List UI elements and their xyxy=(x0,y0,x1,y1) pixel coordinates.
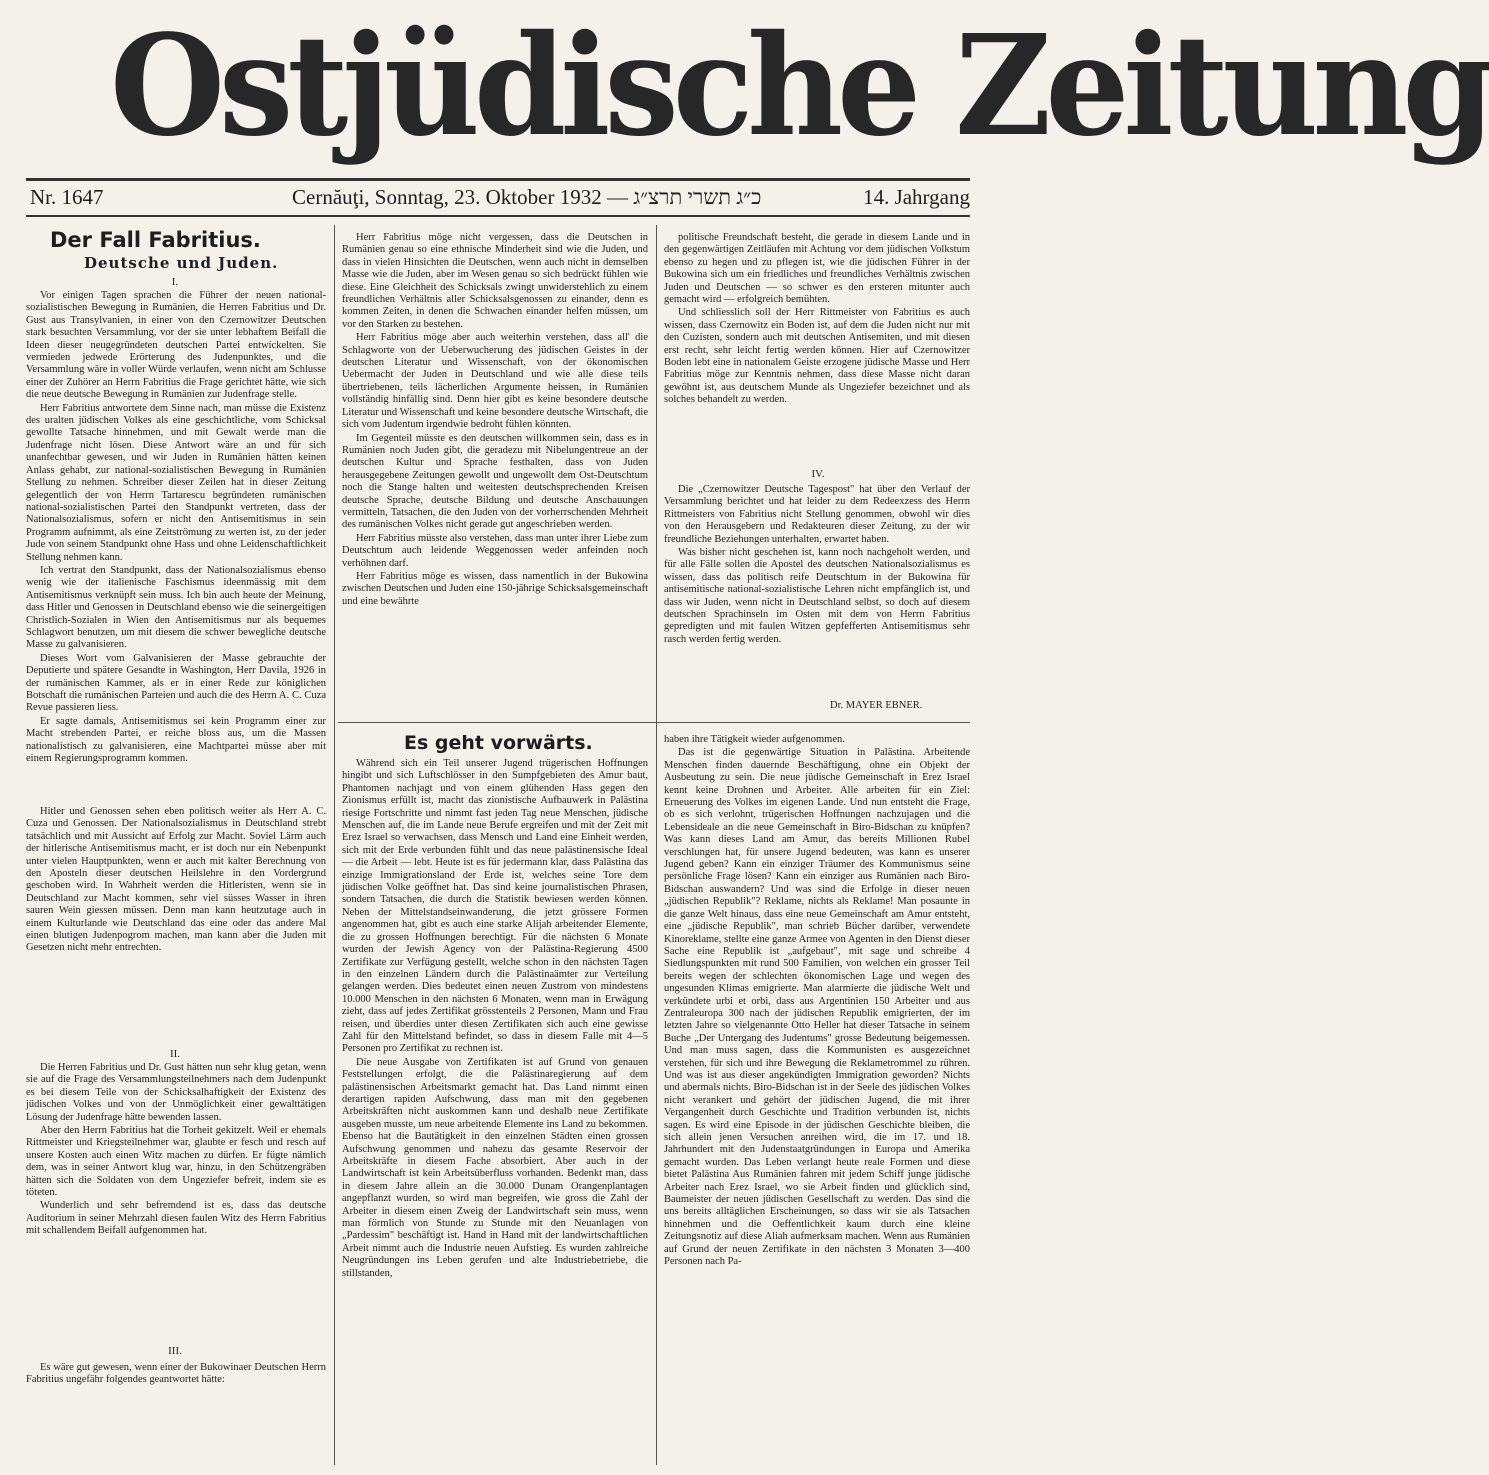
paragraph: haben ihre Tätigkeit wieder aufgenommen. xyxy=(664,734,845,745)
newspaper-title: Ostjüdische Zeitung xyxy=(110,4,1489,168)
paragraph: Es wäre gut gewesen, wenn einer der Bukowinaer Deutschen Herrn Fabritius ungefähr folgendes geantwortet hätte: xyxy=(26,1362,326,1386)
article1-column1-middle xyxy=(26,806,326,1046)
paragraph: Das ist die gegenwärtige Situation in Palästina. Arbeitende Menschen finden dauernde Beschäftigung, ohne ein Objekt der Ausbeutung zu sein. Die neue jüdische Gemeinschaft in Erez Israel kennt keine Drohnen und Arbeiter. Alle arbeiten für ein Ziel: Erneuerung des Volkes im eigenen Lande. Und nun entsteht die Frage, ob es sich verlohnt, trügerischen Hoffnungen nachzujagen und die Lebensideale an die neue Gemeinschaft in Biro-Bidschan zu knüpfen? Was kann dieses Land am Amur, das bereits Millionen Rubel verschlungen hat, für unsere Jugend bedeuten, was kann es unserer Jugend geben? Kann ein einziger Träumer des Kommunismus seine persönliche Frage lösen? Kann ein einziger aus Rumänien nach Biro-Bidschan auswandern? Und was sind die Erfolge in dieser neuen „jüdischen Republik"? Reklame, nichts als Reklame! Man posaunte in die ganze Welt hinaus, dass eine neue Gemeinschaft am Amur entsteht, eine „jüdische Republik", man schrieb Bücher darüber, verwendete Kinoreklame, stellte eine ganze Armee von Agenten in den Dienst dieser Sache eine Republik ist „aufgebaut", mit sage und schreibe 4 Siedlungspunkten mit rund 500 Familien, von welchen ein grosser Teil bereits wegen der schlechten ökonomischen Lage und wegen des ungesunden Klimas emigrierte. Man alarmierte die jüdische Welt und verkündete urbi et orbi, dass aus Argentinien 150 Arbeiter und aus Zentraleuropa 300 nach der jüdischen Republik emigrierten, der im letzten Jahre so vielgenannte Otto Heller hat dieser Tatsache in seinem Buche „Der Untergang des Judentums" grosse Bedeutung beigemessen. Und man muss sagen, dass die Kommunisten es ausgezeichnet verstehen, für sich und ihre Bewegung die Reklametrommel zu rühren. Und was ist aus dieser angekündigten Immigration geworden? Nichts und abermals nichts. Biro-Bidschan ist in der Seele des jüdischen Volkes nicht verankert und gehört der jüdischen Jugend, die mit ihrer Vergangenheit durch Geschichte und Tradition verbunden ist, nichts sagen. Es wird eine Episode in der jüdischen Geschichte bleiben, die sich allein jenen Versuchen anreihen wird, die im 17. und 18. Jahrhundert mit den Judenstaatgründungen in Europa und Amerika gemacht wurden. Das Leben verlangt heute reale Formen und diese bietet Palästina Aus Rumänien fahren mit jedem Schiff junge jüdische Arbeiter nach Erez Israel, wo sie Arbeit finden und glücklich sind, Baumeister der neuen jüdischen Gesellschaft zu werden. Das sind die uns bereits alltäglichen Erscheinungen, so dass wir sie als Tatsachen hinnehmen und die Oeffentlichkeit kaum durch eine kleine Zeitungsnotiz auf diese Aliah aufmerksam machen. Wenn aus Rumänien auf Grund der neuen Zertifikate in den nächsten 3 Monaten 3—400 Personen nach Pa- xyxy=(664,747,970,1268)
article1-column2 xyxy=(342,232,648,716)
article1-column3-top xyxy=(664,232,970,464)
article1-subhead: Deutsche und Juden. xyxy=(84,254,279,272)
article1-column1-end xyxy=(26,1362,326,1422)
issue-date: Cernăuţi, Sonntag, 23. Oktober 1932 — כ״ג תשרי תרצ״ג xyxy=(292,185,762,209)
paragraph: Die neue Ausgabe von Zertifikaten ist auf Grund von genauen Feststellungen erfolgt, die die Palästinaregierung auf dem palästinensischen Arbeitsmarkt gemacht hat. Das Land nimmt einen derartigen rapiden Aufschwung, dass man mit den gegebenen Arbeitskräften nicht auskommen kann und deshalb neue Zertifikate ausgeben musste, um neue arbeitende Elemente ins Land zu bekommen. Ebenso hat die Bautätigkeit in den einzelnen Städten einen grossen Aufschwung genommen und nahezu das gesamte Reservoir der Arbeitskräfte in diesem Fache absorbiert. Aber auch in der Landwirtschaft ist kein Arbeitsüberfluss vorhanden. Bedenkt man, dass in diesem Jahre allein an die 30.000 Dunam Orangenplantagen angepflanzt wurden, so wird man begreifen, wie gross die Zahl der Arbeiter in diesem einen Zweig der Landwirtschaft sein muss, wenn man förmlich von Stunde zu Stunde mit den Neuanlagen von „Pardessim" beschäftigt ist. Hand in Hand mit der landwirtschaftlichen Arbeit nimmt auch die Industrie neuen Aufstieg. Es wurden zahlreiche Neugründungen ins Leben gerufen und alte Industriebetriebe, die stillstanden, xyxy=(342,1056,648,1279)
masthead-rule-top xyxy=(26,178,970,181)
paragraph: Herr Fabritius möge aber auch weiterhin verstehen, dass all' die Schlagworte von der Ueberwucherung des jüdischen Geistes in der deutschen Literatur und Wissenschaft, von der ökonomischen Uebermacht der Juden in Deutschland und wie alle diese teils übertriebenen, teils lächerlichen Argumente heissen, in Rumänien vollständig hinfällig sind. Denn hier gibt es keine besondere deutsche Literatur und Wissenschaft und keine besondere deutsche Wirtschaft, die sich vom Judentum irgendwie bedroht fühlen könnten. xyxy=(342,332,648,431)
article1-part1-label: I. xyxy=(171,276,179,288)
column-rule-2 xyxy=(656,225,657,1465)
article1-column1-bottom xyxy=(26,1062,326,1340)
paragraph: Herr Fabritius antwortete dem Sinne nach, man müsse die Existenz des uralten jüdischen Volkes als eine geschichtliche, vom Schicksal gewollte Tatsache hinnehmen, und mit Gewalt werde man die Judenfrage nicht lösen. Diese Antwort wäre an und für sich unanfechtbar gewesen, und wir Juden in Rumänien hätten keinen Anlass gehabt, zur national-sozialistischen Bewegung in Rumänien Stellung zu nehmen. Schreiber dieser Zeilen hat in dieser Zeitung gelegentlich der von Herrn Tartarescu begründeten rumänischen national-sozialistischen Partei den Standpunkt vertreten, dass der Nationalsozialismus, sofern er nicht den Antisemitismus in sein Programm aufnimmt, als eine Zeitströmung zu werten ist, zu der jeder Jude von seinem Standpunkt ohne Hass und ohne Leidenschaftlichkeit Stellung nehmen kann. xyxy=(26,402,326,563)
paragraph: Ich vertrat den Standpunkt, dass der Nationalsozialismus ebenso wenig wie der italienische Faschismus ideenmässig mit dem Antisemitismus verknüpft sein muss. Ich bin auch heute der Meinung, dass Hitler und Genossen in Deutschland ebenso wie die seinergeitigen Christlich-Sozialen in Wien den Antisemitismus nur als bequemes Schlagwort benutzen, um mit diesem die schwer bewegliche deutsche Masse zu galvanisieren. xyxy=(26,564,326,651)
paragraph: Wunderlich und sehr befremdend ist es, dass das deutsche Auditorium in seiner Mehrzahl diesen faulen Witz des Herrn Fabritius mit schallendem Beifall aufgenommen hat. xyxy=(26,1200,326,1237)
paragraph: Vor einigen Tagen sprachen die Führer der neuen national-sozialistischen Bewegung in Rumänien, die Herren Fabritius und Dr. Gust aus Transylvanien, in einer von den Czernowitzer Deutschen stark besuchten Versammlung, vor der sie unter lebhaftem Beifall die Ideen dieser neugegründeten deutschen Partei entwickelten. Sie vermieden jedwede Erörterung des Judenpunktes, und die Versammlung wäre in voller Würde verlaufen, wenn nicht am Schlusse einer der Zuhörer an Herrn Fabritius die Frage gerichtet hätte, wie sich die neue deutsche Bewegung in Rumänien zur Judenfrage stelle. xyxy=(26,290,326,401)
volume-number: 14. Jahrgang xyxy=(863,185,970,209)
dateline xyxy=(30,182,970,212)
paragraph: Aber den Herrn Fabritius hat die Torheit gekitzelt. Weil er ehemals Rittmeister und Kriegsteilnehmer war, glaubte er fesch und resch auf unsere Kosten auch einen Witz machen zu dürfen. Er fügte nämlich dem, was in seiner Antwort klug war, hinzu, in den Schützengräben hätten sich die Soldaten von dem Ungeziefer befreit, indem sie es töteten. xyxy=(26,1125,326,1199)
paragraph: politische Freundschaft besteht, die gerade in diesem Lande und in den gegenwärtigen Zeitläufen mit Achtung vor dem jüdischen Volkstum ebenso zu hegen und zu pflegen ist, wie die jüdischen Führer in der Bukowina sich um ein friedliches und freundliches Verhältnis zwischen Juden und Deutschen — so schwer es den ersteren mitunter auch gemacht wird — erfolgreich bemühten. xyxy=(664,232,970,306)
issue-number: Nr. 1647 xyxy=(30,185,104,209)
article2-column2 xyxy=(342,758,648,1466)
masthead xyxy=(0,0,1489,178)
article2-column3 xyxy=(664,734,970,1466)
article1-part2-label: II. xyxy=(169,1048,181,1060)
column-rule-1 xyxy=(334,225,335,1465)
paragraph: Und schliesslich soll der Herr Rittmeister von Fabritius es auch wissen, dass Czernowitz ein Boden ist, auf dem die Juden nicht nur mit den Cuzisten, sondern auch mit deutschen Antisemiten, und mit diesen erst recht, sehr leicht fertig werden können. Hier auf Czernowitzer Boden lebt eine in nationalem Geiste erzogene jüdische Masse und Herr Fabritius möge zur Kenntnis nehmen, dass diese Masse nicht daran gewöhnt ist, aus deutschem Munde als Ungeziefer bezeichnet und als solches behandelt zu werden. xyxy=(664,307,970,406)
article1-column3-bottom xyxy=(664,484,970,698)
masthead-rule-bottom xyxy=(26,215,970,217)
paragraph: Während sich ein Teil unserer Jugend trügerischen Hoffnungen hingibt und sich Luftschlösser in den Sumpfgebieten des Amur baut, Phantomen nachjagt und von einem glühenden Hass gegen den Zionismus erfüllt ist, macht das zionistische Aufbauwerk in Palästina riesige Fortschritte und nimmt fast jeden Tag neue Menschen, jüdische Menschen auf, die im Lande neue Berufe ergreifen und mit der Zeit mit Erez Israel so verwachsen, dass Mensch und Land eine Einheit werden, sich mit der Erde verbunden fühlt und das neue palästinensische Ideal — die Arbeit — lebt. Heute ist es für jedermann klar, dass Palästina das einzige Immigrationsland der Erde ist, welches seine Tore dem jüdischen Volke geöffnet hat. Das sind keine journalistischen Phrasen, sondern Tatsachen, die durch die Statistik bewiesen werden können. Neben der Mittelstandseinwanderung, die jetzt grössere Formen angenommen hat, gibt es auch eine starke Alijah arbeitender Elemente, die zu grossen Hoffnungen berechtigt. Für die nächsten 6 Monate wurden der Jewish Agency von der Palästina-Regierung 4500 Zertifikate zur Verfügung gestellt, welche schon in den nächsten Tagen in den einzelnen Ländern durch die Palästinaämter zur Verteilung gelangen werden. Dies bedeutet einen neuen Zustrom von mindestens 10.000 Menschen in den nächsten 6 Monaten, wenn man in Erwägung zieht, dass auf jedes Zertifikat grösstenteils 2 Personen, Mann und Frau reisen, und überdies unter diesen Zertifikaten sich auch eine gewisse Zahl für den Mittelstand befindet, so dass in diesem Falle mit 4—5 Personen pro Zertifikat zu rechnen ist. xyxy=(342,758,648,1055)
paragraph: Herr Fabritius müsste also verstehen, dass man unter ihrer Liebe zum Deutschtum auch leidende Weggenossen weder anfeinden noch verhöhnen darf. xyxy=(342,532,648,569)
paragraph: Im Gegenteil müsste es den deutschen willkommen sein, dass es in Rumänien noch Juden gibt, die geradezu mit Nibelungentreue an der deutschen Kultur und Sprache festhalten, dass von Juden herausgegebene Zeitungen gewollt und ungewollt dem Ost-Deutschtum noch die Stange halten und weitesten deutschsprechenden Kreisen deutsche Sprache, deutsche Bildung und deutsche Anschauungen vermitteln, Tatsachen, die den Juden von der vorherrschenden Mehrheit des rumänischen Volkes nicht gerade gut angeschrieben werden. xyxy=(342,432,648,531)
article1-part4-label: IV. xyxy=(811,468,825,480)
article-separator xyxy=(338,722,970,723)
paragraph: Dieses Wort vom Galvanisieren der Masse gebrauchte der Deputierte und spätere Gesandte in Washington, Herr Davila, 1926 in der rumänischen Kammer, als er in einer Rede zur königlichen Botschaft die rumänischen Parteien und auch die des Herrn A. C. Cuza Revue passieren liess. xyxy=(26,652,326,714)
article1-column1-top xyxy=(26,290,326,806)
paragraph: Herr Fabritius möge nicht vergessen, dass die Deutschen in Rumänien genau so eine ethnische Minderheit sind wie die Juden, und dass in vielen Hinsichten die Deutschen, wenn auch nicht in demselben Masse wie die Juden, aber im Wesen genau so sich bedrückt fühlen wie diese. Eine Gleichheit des Schicksals zwingt unwiderstehlich zu einem freundlichen Verhältnis aller Schicksalsgenossen zu einander, denn es kommen Zeiten, in denen die Schwachen einander helfen müssen, um vor den Starken zu bestehen. xyxy=(342,232,648,330)
paragraph: Die Herren Fabritius und Dr. Gust hätten nun sehr klug getan, wenn sie auf die Frage des Versammlungsteilnehmers nach dem Judenpunkt es bei diesem Teile von der Schicksalhaftigkeit der Existenz des jüdischen Volkes und von der Unmöglichkeit einer gewalttätigen Lösung der Judenfrage hätte bewenden lassen. xyxy=(26,1062,326,1123)
paragraph: Er sagte damals, Antisemitismus sei kein Programm einer zur Macht strebenden Partei, er reiche bloss aus, um die Massen nationalistisch zu galvanisieren, eine Machtpartei müsse aber mit einem Regierungsprogramm kommen. xyxy=(26,715,326,765)
article1-part3-label: III. xyxy=(168,1345,182,1357)
paragraph: Was bisher nicht geschehen ist, kann noch nachgeholt werden, und für alle Fälle sollen die Apostel des deutschen Nationalsozialismus es wissen, dass das politisch reife Deutschtum in der Bukowina für antisemitische national-sozialistische Lehren nicht empfänglich ist, und dass wir Juden, wenn nicht in Deutschland selbst, so doch auf diesem deutschen Sprachinseln im Osten mit dem von Herrn Fabritius gepredigten und mit faulen Witzen gepfefferten Antisemitismus sehr rasch werden fertig werden. xyxy=(664,547,970,645)
article1-headline: Der Fall Fabritius. xyxy=(50,228,261,252)
paragraph: Die „Czernowitzer Deutsche Tagespost" hat über den Verlauf der Versammlung berichtet und hat leider zu dem Redeexzess des Herrn Rittmeisters von Fabritius nicht Stellung genommen, obwohl wir dies von den Herausgebern und Redakteuren dieser Zeitung, zu der wir freundliche Beziehungen unterhalten, erwartet haben. xyxy=(664,484,970,545)
author-signature: Dr. MAYER EBNER. xyxy=(830,700,923,711)
paragraph: Herr Fabritius möge es wissen, dass namentlich in der Bukowina zwischen Deutschen und Juden eine 150-jährige Schicksalsgemeinschaft und eine bewährte xyxy=(342,570,648,607)
article2-headline: Es geht vorwärts. xyxy=(404,732,593,754)
paragraph: Hitler und Genossen sehen eben politisch weiter als Herr A. C. Cuza und Genossen. Der Nationalsozialismus in Deutschland strebt tatsächlich und mit Aussicht auf Erfolg zur Macht. Soviel Lärm auch der hitlerische Antisemitismus macht, er ist doch nur ein Nebenpunkt unter vielen Hauptpunkten, wenn er auch mit kalter Berechnung von den Aposteln dieser deutschen Heilslehre in den Vordergrund geschoben wird. In Wahrheit werden die Hitleristen, wenn sie in Deutschland zur Macht kommen, sehr viel süsses Wasser in ihren sauren Wein giessen müssen. Denn man kann heutzutage auch in einem Kulturlande wie Deutschland das eine oder das andere Mal einen blutigen Judenpogrom machen, man kann aber die Juden mit Gesetzen nicht mehr entrechten. xyxy=(26,806,326,954)
